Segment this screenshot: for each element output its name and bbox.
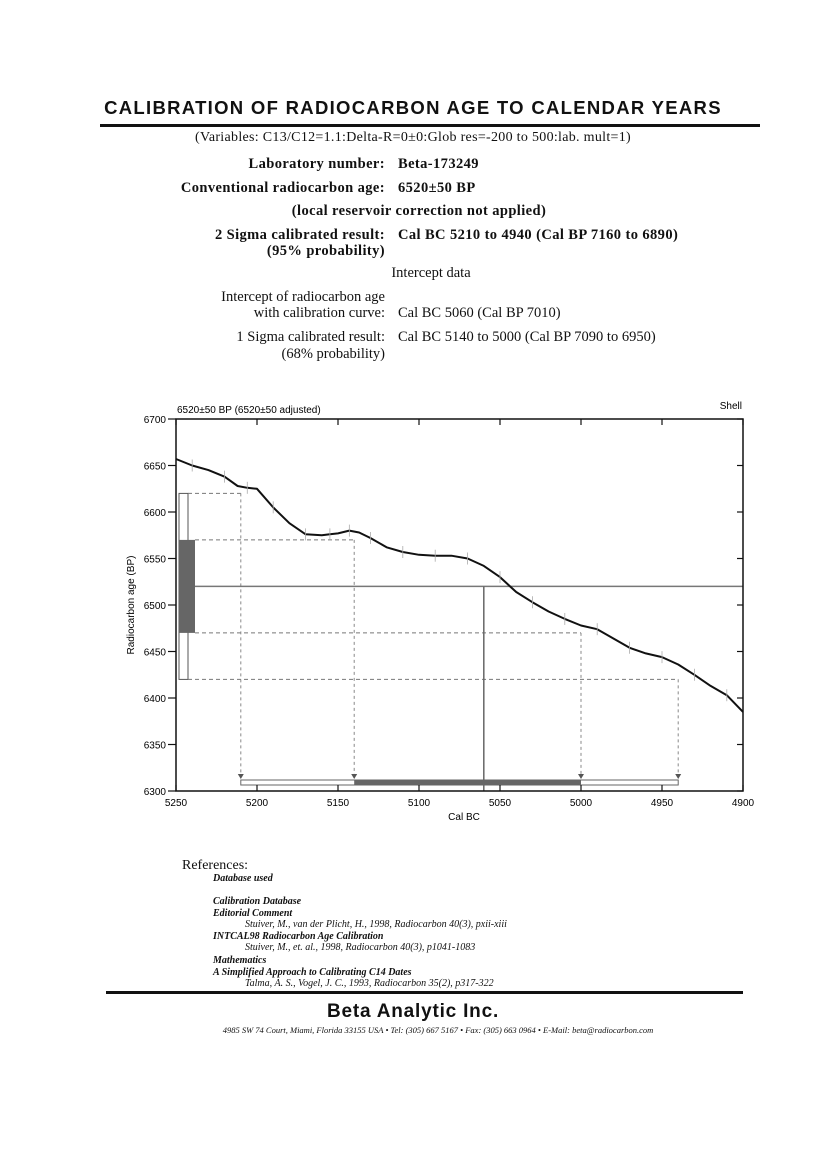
chart-corner-label: Shell: [719, 401, 742, 412]
sigma1-calendar-bar: [354, 780, 581, 785]
ref-mathematics: Mathematics: [213, 955, 267, 966]
calibration-chart: [0, 390, 826, 830]
sigma1-age-band: [179, 540, 195, 633]
page-title: CALIBRATION OF RADIOCARBON AGE TO CALENDAR YEARS: [104, 97, 722, 118]
ref-intcal98-citation: Stuiver, M., et. al., 1998, Radiocarbon 40(3), p1041-1083: [245, 942, 476, 953]
chart-plot-area: [176, 459, 743, 791]
sigma2-value: Cal BC 5210 to 4940 (Cal BP 7160 to 6890): [398, 227, 679, 243]
variables-line: (Variables: C13/C12=1.1:Delta-R=0±0:Glob res=-200 to 500:lab. mult=1): [195, 130, 631, 145]
conv-age-label: Conventional radiocarbon age:: [180, 180, 385, 196]
x-axis-label: Cal BC: [448, 812, 480, 823]
header-rule: [100, 124, 760, 127]
y-tick-label: 6600: [143, 508, 166, 519]
sigma1-value: Cal BC 5140 to 5000 (Cal BP 7090 to 6950): [398, 329, 656, 345]
x-axis: [165, 419, 755, 809]
lab-number-value: Beta-173249: [398, 156, 479, 172]
x-tick-label: 5050: [488, 798, 512, 809]
y-tick-label: 6550: [143, 554, 166, 566]
x-tick-label: 5200: [245, 798, 269, 809]
sigma2-end-drop-arrow: [675, 774, 681, 779]
intercept-label-2: with calibration curve:: [253, 305, 385, 321]
y-tick-label: 6500: [143, 601, 166, 612]
sigma1-end-drop-arrow: [578, 774, 584, 779]
sigma2-start-drop-arrow: [238, 774, 244, 779]
y-tick-label: 6450: [143, 647, 166, 659]
x-tick-label: 5250: [164, 798, 188, 809]
sigma2-probability: (95% probability): [266, 243, 385, 259]
ref-calibration-database: Calibration Database: [213, 896, 302, 907]
x-tick-label: 5100: [407, 798, 431, 809]
y-tick-label: 6350: [143, 740, 166, 752]
intercept-label-1: Intercept of radiocarbon age: [221, 289, 385, 305]
reservoir-note: (local reservoir correction not applied): [291, 203, 547, 219]
ref-approach-citation: Talma, A. S., Vogel, J. C., 1993, Radiocarbon 35(2), p317-322: [245, 978, 494, 989]
intercept-heading: Intercept data: [391, 265, 471, 281]
y-tick-label: 6300: [143, 787, 166, 798]
lab-number-label: Laboratory number:: [248, 156, 385, 172]
sigma1-probability: (68% probability): [281, 346, 385, 362]
references-heading: References:: [182, 858, 249, 873]
y-axis-label: Radiocarbon age (BP): [126, 555, 137, 655]
ref-editorial-comment: Editorial Comment: [213, 908, 293, 919]
calibration-curve: [176, 459, 743, 712]
x-tick-label: 4950: [650, 798, 674, 809]
chart-frame: [176, 419, 743, 791]
company-address: 4985 SW 74 Court, Miami, Florida 33155 USA • Tel: (305) 667 5167 • Fax: (305) 663 0964 • E-Mail: beta@radiocarbon.com: [222, 1025, 654, 1035]
sigma1-start-drop-arrow: [351, 774, 357, 779]
sigma1-label: 1 Sigma calibrated result:: [236, 329, 385, 345]
footer-rule: [106, 991, 743, 994]
ref-simplified-approach: A Simplified Approach to Calibrating C14 Dates: [213, 967, 412, 978]
ref-intcal98: INTCAL98 Radiocarbon Age Calibration: [213, 931, 384, 942]
y-tick-label: 6700: [143, 415, 166, 426]
x-tick-label: 4900: [731, 798, 755, 809]
ref-database-used: Database used: [213, 873, 273, 884]
x-tick-label: 5150: [326, 798, 350, 809]
company-name: Beta Analytic Inc.: [326, 1001, 500, 1022]
conv-age-value: 6520±50 BP: [398, 180, 476, 196]
intercept-value: Cal BC 5060 (Cal BP 7010): [398, 305, 561, 321]
y-tick-label: 6650: [143, 461, 166, 473]
y-axis: [144, 415, 743, 798]
chart-title: 6520±50 BP (6520±50 adjusted): [177, 405, 321, 416]
y-tick-label: 6400: [143, 694, 166, 705]
sigma2-label: 2 Sigma calibrated result:: [214, 227, 385, 243]
x-tick-label: 5000: [569, 798, 593, 809]
ref-editorial-citation: Stuiver, M., van der Plicht, H., 1998, Radiocarbon 40(3), pxii-xiii: [245, 919, 507, 930]
